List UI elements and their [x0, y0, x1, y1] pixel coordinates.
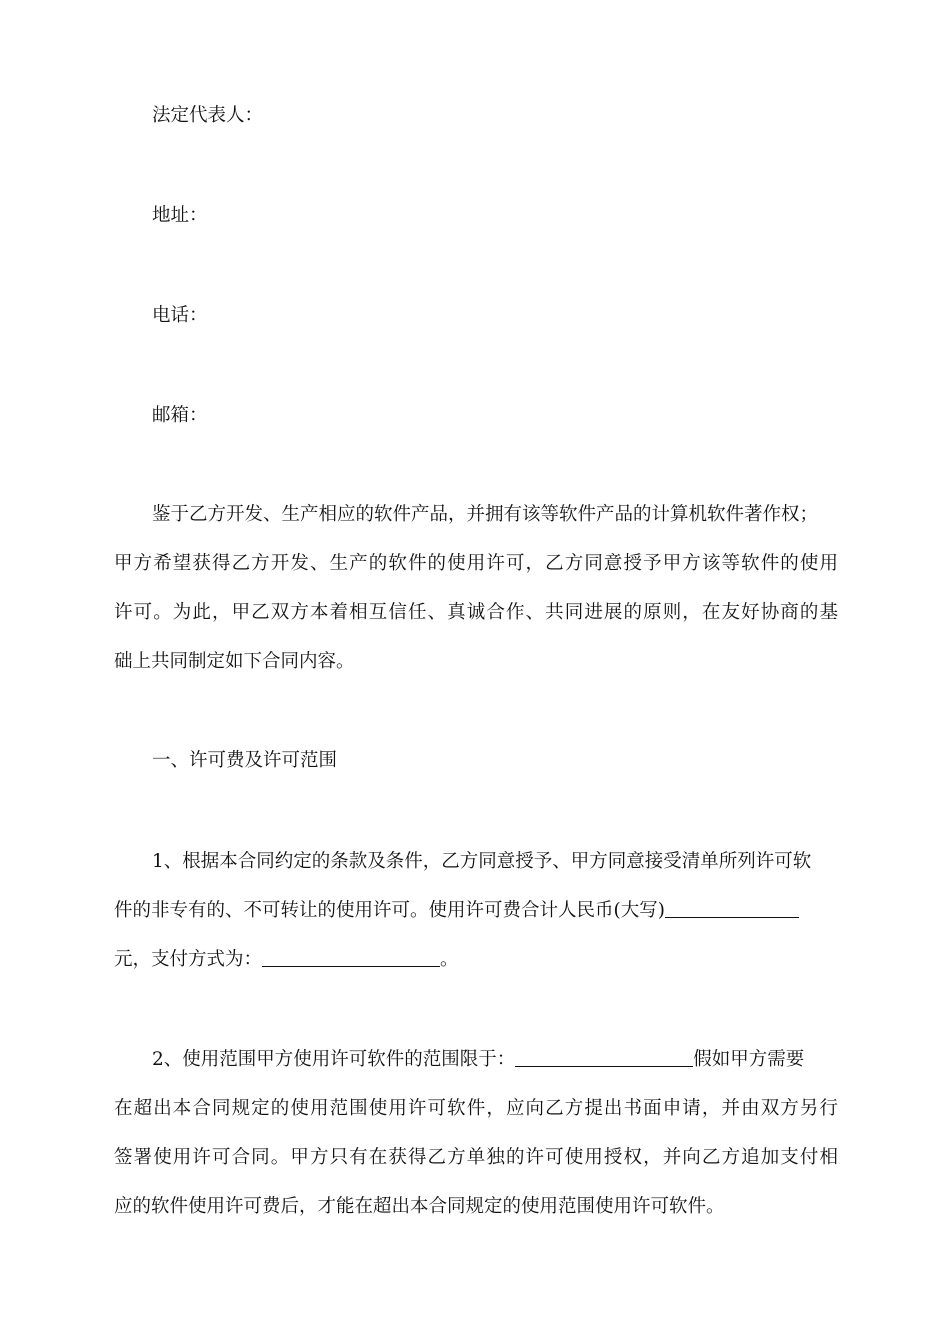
clause-line: 在超出本合同规定的使用范围使用许可软件，应向乙方提出书面申请，并由双方另行	[114, 1098, 838, 1119]
clause-text: 。	[440, 949, 459, 970]
clause-text: 假如甲方需要	[693, 1049, 805, 1070]
usage-scope-blank[interactable]	[515, 1048, 693, 1067]
fee-amount-blank[interactable]	[665, 899, 799, 918]
clause-line	[152, 1048, 838, 1072]
legal-representative-field: 法定代表人：	[152, 105, 264, 126]
clause-line: 签署使用许可合同。甲方只有在获得乙方单独的许可使用授权，并向乙方追加支付相	[114, 1147, 838, 1168]
section-heading: 一、许可费及许可范围	[152, 750, 338, 771]
payment-method-blank[interactable]	[262, 948, 440, 967]
preamble-line: 许可。为此，甲乙双方本着相互信任、真诚合作、共同进展的原则，在友好协商的基	[114, 602, 838, 623]
preamble-line: 鉴于乙方开发、生产相应的软件产品，并拥有该等软件产品的计算机软件著作权；	[152, 504, 819, 525]
address-field: 地址：	[152, 205, 208, 226]
clause-line: 应的软件使用许可费后，才能在超出本合同规定的使用范围使用许可软件。	[114, 1196, 725, 1217]
preamble-line: 甲方希望获得乙方开发、生产的软件的使用许可，乙方同意授予甲方该等软件的使用	[114, 553, 838, 574]
phone-field: 电话：	[152, 305, 208, 326]
clause-line: 1、根据本合同约定的条款及条件，乙方同意授予、甲方同意接受清单所列许可软	[152, 851, 812, 872]
clause-line	[114, 899, 838, 923]
clause-line	[114, 948, 838, 972]
clause-text: 2、使用范围甲方使用许可软件的范围限于：	[152, 1049, 516, 1070]
clause-text: 元，支付方式为：	[114, 949, 263, 970]
preamble-line: 础上共同制定如下合同内容。	[114, 651, 355, 672]
email-field: 邮箱：	[152, 405, 208, 426]
clause-text: 件的非专有的、不可转让的使用许可。使用许可费合计人民币(大写)	[114, 900, 665, 921]
